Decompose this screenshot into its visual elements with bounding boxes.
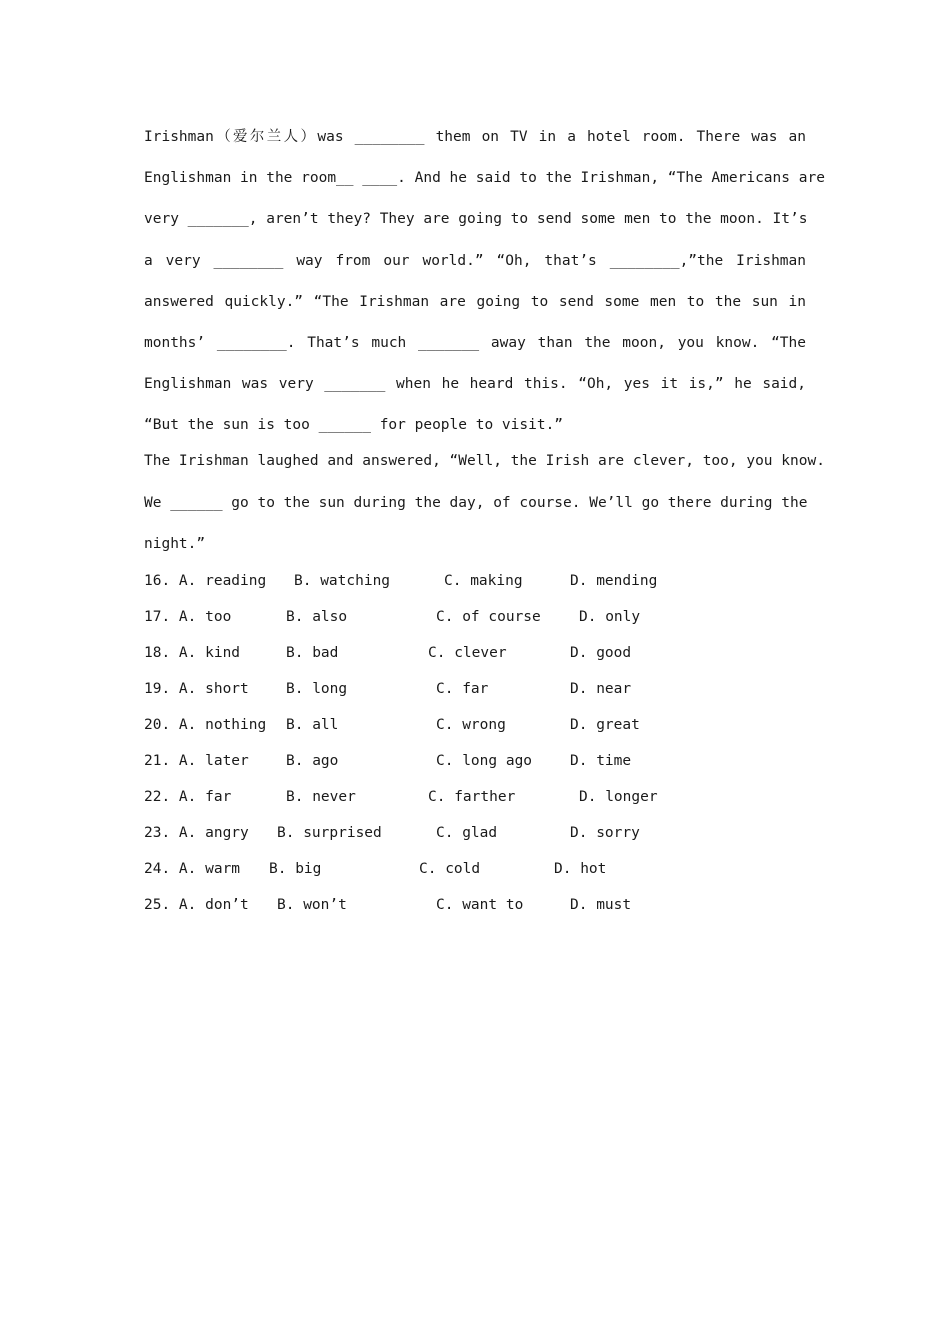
question-24-option-a: 24. A. warm [144,861,241,877]
question-22-option-a: 22. A. far [144,789,232,805]
question-18-option-b: B. bad [286,645,339,661]
question-16-option-b: B. watching [294,573,391,589]
passage-line-10: We ______ go to the sun during the day, of course. We’ll go there during the [144,494,808,511]
question-19-option-b: B. long [286,681,348,697]
question-25-option-d: D. must [570,897,632,913]
question-16-option-a: 16. A. reading [144,573,267,589]
passage-line-6: months’ ________. That’s much _______ away than the moon, you know. “The [144,334,806,351]
question-16-option-c: C. making [444,573,523,589]
question-17-option-d: D. only [579,609,641,625]
question-21-option-a: 21. A. later [144,753,249,769]
question-20 [144,710,806,746]
question-18 [144,638,806,674]
question-25-option-c: C. want to [436,897,524,913]
answer-options [144,566,806,926]
question-22-option-c: C. farther [428,789,516,805]
question-19-option-c: C. far [436,681,489,697]
question-22-option-b: B. never [286,789,356,805]
question-23-option-a: 23. A. angry [144,825,249,841]
question-24 [144,854,806,890]
question-18-option-c: C. clever [428,645,507,661]
question-25-option-b: B. won’t [277,897,347,913]
passage-line-7: Englishman was very _______ when he heard this. “Oh, yes it is,” he said, [144,376,806,393]
question-23 [144,818,806,854]
question-16-option-d: D. mending [570,573,658,589]
question-23-option-d: D. sorry [570,825,640,841]
question-21-option-d: D. time [570,753,632,769]
question-18-option-a: 18. A. kind [144,645,241,661]
question-17-option-c: C. of course [436,609,541,625]
question-25 [144,890,806,926]
question-18-option-d: D. good [570,645,632,661]
question-24-option-c: C. cold [419,861,481,877]
question-20-option-b: B. all [286,717,339,733]
question-21 [144,746,806,782]
passage-line-1: Irishman（爱尔兰人）was ________ them on TV in a hotel room. There was an [144,129,806,145]
passage-line-2: Englishman in the room__ ____. And he said to the Irishman, “The Americans are [144,170,825,187]
passage-line-4: a very ________ way from our world.” “Oh, that’s ________,”the Irishman [144,252,806,269]
cloze-passage [144,122,825,570]
question-19-option-d: D. near [570,681,632,697]
question-20-option-a: 20. A. nothing [144,717,267,733]
question-24-option-b: B. big [269,861,322,877]
passage-line-9: The Irishman laughed and answered, “Well, the Irish are clever, too, you know. [144,453,825,470]
question-19-option-a: 19. A. short [144,681,249,697]
question-20-option-d: D. great [570,717,640,733]
passage-line-8: “But the sun is too ______ for people to visit.” [144,417,564,434]
question-23-option-c: C. glad [436,825,498,841]
question-21-option-c: C. long ago [436,753,533,769]
passage-line-3: very _______, aren’t they? They are going to send some men to the moon. It’s [144,211,808,228]
question-17-option-a: 17. A. too [144,609,232,625]
passage-line-5: answered quickly.” “The Irishman are going to send some men to the sun in [144,293,806,310]
question-17 [144,602,806,638]
passage-line-11: night.” [144,535,206,552]
question-25-option-a: 25. A. don’t [144,897,249,913]
question-24-option-d: D. hot [554,861,607,877]
question-22-option-d: D. longer [579,789,658,805]
question-21-option-b: B. ago [286,753,339,769]
question-20-option-c: C. wrong [436,717,506,733]
question-19 [144,674,806,710]
question-22 [144,782,806,818]
question-16 [144,566,806,602]
question-17-option-b: B. also [286,609,348,625]
question-23-option-b: B. surprised [277,825,382,841]
